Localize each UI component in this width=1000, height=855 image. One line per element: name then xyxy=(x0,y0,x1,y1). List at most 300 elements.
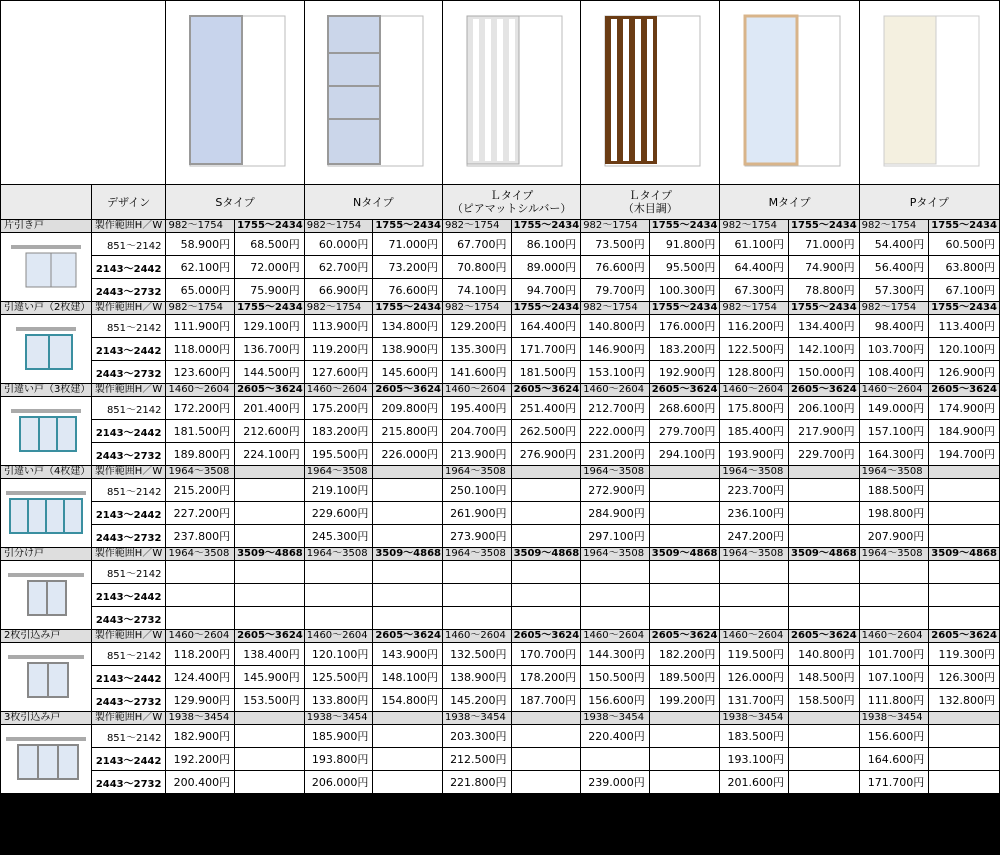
width-range-1: 982～1754 xyxy=(304,302,373,315)
width-range-2: 3509～4868 xyxy=(235,548,305,561)
price-cell: 125.500円 xyxy=(304,666,373,689)
price-cell: 193.800円 xyxy=(304,748,373,771)
price-cell xyxy=(373,771,443,794)
price-cell: 76.600円 xyxy=(581,256,650,279)
price-cell xyxy=(789,479,860,502)
width-range-2: 1755～2434 xyxy=(649,302,720,315)
price-cell xyxy=(373,561,443,584)
price-row xyxy=(1,443,1000,466)
price-cell xyxy=(720,584,789,607)
price-cell: 122.500円 xyxy=(720,338,789,361)
price-cell: 73.500円 xyxy=(581,233,650,256)
price-cell: 123.600円 xyxy=(166,361,235,384)
price-cell: 164.300円 xyxy=(859,443,929,466)
price-cell: 195.500円 xyxy=(304,443,373,466)
price-cell: 140.800円 xyxy=(581,315,650,338)
price-cell xyxy=(511,725,581,748)
price-cell xyxy=(373,725,443,748)
price-cell xyxy=(304,607,373,630)
price-row xyxy=(1,561,1000,584)
price-cell: 57.300円 xyxy=(859,279,929,302)
price-cell: 140.800円 xyxy=(789,643,860,666)
width-range-1: 1964～3508 xyxy=(720,548,789,561)
width-range-1: 1460～2604 xyxy=(166,630,235,643)
height-range: 2443～2732 xyxy=(91,771,166,794)
type-header-0 xyxy=(166,185,304,220)
width-range-1: 1964～3508 xyxy=(442,548,511,561)
price-cell: 227.200円 xyxy=(166,502,235,525)
price-cell: 138.900円 xyxy=(442,666,511,689)
price-cell: 131.700円 xyxy=(720,689,789,712)
price-cell xyxy=(649,584,720,607)
door-image-p-type xyxy=(859,1,999,185)
price-cell: 132.800円 xyxy=(929,689,1000,712)
price-cell: 129.200円 xyxy=(442,315,511,338)
price-cell xyxy=(649,561,720,584)
width-range-1: 982～1754 xyxy=(166,220,235,233)
height-range: 851～2142 xyxy=(91,561,166,584)
header-blank xyxy=(1,185,92,220)
price-cell: 237.800円 xyxy=(166,525,235,548)
price-cell xyxy=(929,748,1000,771)
width-range-1: 1460～2604 xyxy=(859,630,929,643)
width-range-1: 1460～2604 xyxy=(304,384,373,397)
price-cell xyxy=(929,584,1000,607)
price-cell xyxy=(581,561,650,584)
price-cell: 200.400円 xyxy=(166,771,235,794)
price-cell: 224.100円 xyxy=(235,443,305,466)
price-cell: 58.900円 xyxy=(166,233,235,256)
width-range-1: 1938～3454 xyxy=(720,712,789,725)
price-cell: 150.000円 xyxy=(789,361,860,384)
door-image-s-type xyxy=(166,1,304,185)
price-cell xyxy=(649,725,720,748)
width-range-2: 1755～2434 xyxy=(511,220,581,233)
price-cell: 250.100円 xyxy=(442,479,511,502)
price-row xyxy=(1,525,1000,548)
price-cell: 136.700円 xyxy=(235,338,305,361)
price-cell xyxy=(929,479,1000,502)
price-cell: 184.900円 xyxy=(929,420,1000,443)
price-cell: 164.600円 xyxy=(859,748,929,771)
door-diagram-icon xyxy=(6,569,86,619)
price-cell: 118.000円 xyxy=(166,338,235,361)
price-cell xyxy=(581,607,650,630)
price-cell xyxy=(789,525,860,548)
section-header-row xyxy=(1,548,1000,561)
type-label: Sタイプ xyxy=(215,195,255,209)
price-cell xyxy=(649,502,720,525)
price-cell: 60.000円 xyxy=(304,233,373,256)
price-cell: 182.900円 xyxy=(166,725,235,748)
price-cell: 164.400円 xyxy=(511,315,581,338)
width-range-2 xyxy=(235,712,305,725)
price-cell xyxy=(649,479,720,502)
height-range: 2443～2732 xyxy=(91,525,166,548)
price-cell xyxy=(649,771,720,794)
width-range-2: 1755～2434 xyxy=(929,220,1000,233)
price-cell: 70.800円 xyxy=(442,256,511,279)
width-range-1: 982～1754 xyxy=(859,220,929,233)
width-range-2: 1755～2434 xyxy=(649,220,720,233)
price-cell: 297.100円 xyxy=(581,525,650,548)
width-range-1: 1460～2604 xyxy=(720,384,789,397)
height-range: 2143～2442 xyxy=(91,748,166,771)
price-cell: 187.700円 xyxy=(511,689,581,712)
price-cell xyxy=(720,607,789,630)
price-cell xyxy=(929,525,1000,548)
price-cell: 199.200円 xyxy=(649,689,720,712)
price-cell: 95.500円 xyxy=(649,256,720,279)
price-cell: 144.300円 xyxy=(581,643,650,666)
range-label: 製作範囲H／W xyxy=(91,630,166,643)
price-cell xyxy=(235,771,305,794)
section-name: 3枚引込み戸 xyxy=(1,712,92,725)
door-diagram-icon xyxy=(6,241,86,291)
price-row xyxy=(1,420,1000,443)
price-cell xyxy=(789,584,860,607)
price-cell xyxy=(166,607,235,630)
price-cell: 185.400円 xyxy=(720,420,789,443)
price-cell: 142.100円 xyxy=(789,338,860,361)
price-cell xyxy=(304,561,373,584)
door-diagram-icon xyxy=(4,733,88,783)
section-header-row xyxy=(1,630,1000,643)
price-cell: 192.900円 xyxy=(649,361,720,384)
price-cell xyxy=(789,502,860,525)
price-cell: 158.500円 xyxy=(789,689,860,712)
type-header-4 xyxy=(720,185,859,220)
price-cell xyxy=(859,584,929,607)
width-range-1: 1964～3508 xyxy=(720,466,789,479)
price-cell: 145.200円 xyxy=(442,689,511,712)
price-cell: 212.600円 xyxy=(235,420,305,443)
section-name: 引分け戸 xyxy=(1,548,92,561)
price-cell: 138.900円 xyxy=(373,338,443,361)
type-header-row xyxy=(1,185,1000,220)
width-range-2 xyxy=(373,466,443,479)
price-cell: 189.800円 xyxy=(166,443,235,466)
price-cell: 126.300円 xyxy=(929,666,1000,689)
door-image-l-type-wood xyxy=(581,1,720,185)
price-cell: 126.000円 xyxy=(720,666,789,689)
width-range-1: 982～1754 xyxy=(720,220,789,233)
width-range-1: 982～1754 xyxy=(166,302,235,315)
width-range-2: 1755～2434 xyxy=(789,220,860,233)
price-cell: 67.300円 xyxy=(720,279,789,302)
price-row xyxy=(1,584,1000,607)
width-range-1: 982～1754 xyxy=(442,302,511,315)
price-cell: 154.800円 xyxy=(373,689,443,712)
door-diagram-1 xyxy=(1,315,92,384)
width-range-1: 1964～3508 xyxy=(304,466,373,479)
price-cell: 134.400円 xyxy=(789,315,860,338)
price-row xyxy=(1,502,1000,525)
section-name: 引違い戸（3枚建） xyxy=(1,384,92,397)
section-header-row xyxy=(1,384,1000,397)
price-cell: 188.500円 xyxy=(859,479,929,502)
height-range: 2443～2732 xyxy=(91,361,166,384)
price-cell: 119.300円 xyxy=(929,643,1000,666)
price-cell: 67.700円 xyxy=(442,233,511,256)
width-range-1: 1964～3508 xyxy=(581,466,650,479)
price-cell: 78.800円 xyxy=(789,279,860,302)
width-range-1: 1964～3508 xyxy=(859,466,929,479)
width-range-2: 3509～4868 xyxy=(649,548,720,561)
width-range-2 xyxy=(373,712,443,725)
type-header-5 xyxy=(859,185,999,220)
price-cell: 94.700円 xyxy=(511,279,581,302)
price-row xyxy=(1,338,1000,361)
price-cell xyxy=(235,525,305,548)
price-cell xyxy=(511,607,581,630)
price-cell: 221.800円 xyxy=(442,771,511,794)
price-cell: 215.200円 xyxy=(166,479,235,502)
price-row xyxy=(1,233,1000,256)
price-cell: 103.700円 xyxy=(859,338,929,361)
width-range-2: 1755～2434 xyxy=(235,302,305,315)
width-range-2: 2605～3624 xyxy=(929,384,1000,397)
price-cell xyxy=(789,607,860,630)
width-range-1: 1938～3454 xyxy=(442,712,511,725)
price-cell xyxy=(720,561,789,584)
price-cell xyxy=(929,725,1000,748)
height-range: 2443～2732 xyxy=(91,443,166,466)
price-cell xyxy=(929,771,1000,794)
section-header-row xyxy=(1,302,1000,315)
price-cell: 212.500円 xyxy=(442,748,511,771)
price-cell: 204.700円 xyxy=(442,420,511,443)
door-diagram-icon xyxy=(6,651,86,701)
price-cell: 206.100円 xyxy=(789,397,860,420)
width-range-2: 2605～3624 xyxy=(373,630,443,643)
width-range-1: 1938～3454 xyxy=(581,712,650,725)
price-cell: 128.800円 xyxy=(720,361,789,384)
range-label: 製作範囲H／W xyxy=(91,548,166,561)
type-label: Nタイプ xyxy=(352,195,394,209)
price-cell: 91.800円 xyxy=(649,233,720,256)
price-cell: 213.900円 xyxy=(442,443,511,466)
price-cell: 62.700円 xyxy=(304,256,373,279)
price-cell: 156.600円 xyxy=(859,725,929,748)
type-label: Pタイプ xyxy=(909,195,949,209)
price-cell xyxy=(929,607,1000,630)
price-cell: 64.400円 xyxy=(720,256,789,279)
price-cell xyxy=(789,771,860,794)
price-cell xyxy=(442,584,511,607)
type-label: Ｌタイプ xyxy=(628,189,673,202)
width-range-1: 1964～3508 xyxy=(859,548,929,561)
width-range-1: 1938～3454 xyxy=(304,712,373,725)
width-range-2: 3509～4868 xyxy=(929,548,1000,561)
price-cell: 113.400円 xyxy=(929,315,1000,338)
type-header-3 xyxy=(581,185,720,220)
price-cell: 98.400円 xyxy=(859,315,929,338)
price-cell: 118.200円 xyxy=(166,643,235,666)
price-row xyxy=(1,279,1000,302)
price-cell: 129.900円 xyxy=(166,689,235,712)
price-cell xyxy=(789,561,860,584)
height-range: 851～2142 xyxy=(91,315,166,338)
price-row xyxy=(1,607,1000,630)
width-range-2: 1755～2434 xyxy=(373,220,443,233)
price-cell: 219.100円 xyxy=(304,479,373,502)
price-cell: 183.500円 xyxy=(720,725,789,748)
price-row xyxy=(1,361,1000,384)
price-cell: 79.700円 xyxy=(581,279,650,302)
price-cell: 149.000円 xyxy=(859,397,929,420)
price-cell: 223.700円 xyxy=(720,479,789,502)
price-cell: 68.500円 xyxy=(235,233,305,256)
width-range-1: 1460～2604 xyxy=(720,630,789,643)
price-cell: 71.000円 xyxy=(789,233,860,256)
price-cell xyxy=(511,561,581,584)
price-cell xyxy=(235,479,305,502)
range-label: 製作範囲H／W xyxy=(91,384,166,397)
range-label: 製作範囲H／W xyxy=(91,466,166,479)
price-cell: 262.500円 xyxy=(511,420,581,443)
price-row xyxy=(1,643,1000,666)
price-cell xyxy=(166,561,235,584)
price-cell: 107.100円 xyxy=(859,666,929,689)
price-cell: 171.700円 xyxy=(859,771,929,794)
width-range-1: 982～1754 xyxy=(581,302,650,315)
width-range-1: 982～1754 xyxy=(859,302,929,315)
width-range-2: 2605～3624 xyxy=(649,630,720,643)
price-cell xyxy=(373,479,443,502)
price-cell xyxy=(859,561,929,584)
price-cell: 61.100円 xyxy=(720,233,789,256)
width-range-2: 1755～2434 xyxy=(235,220,305,233)
width-range-1: 1964～3508 xyxy=(304,548,373,561)
width-range-2: 3509～4868 xyxy=(373,548,443,561)
type-label: Ｌタイプ xyxy=(489,189,534,202)
height-range: 2143～2442 xyxy=(91,256,166,279)
price-cell xyxy=(789,748,860,771)
price-cell: 251.400円 xyxy=(511,397,581,420)
width-range-2: 1755～2434 xyxy=(929,302,1000,315)
price-cell: 231.200円 xyxy=(581,443,650,466)
width-range-2 xyxy=(789,466,860,479)
height-range: 2143～2442 xyxy=(91,502,166,525)
height-range: 2143～2442 xyxy=(91,338,166,361)
price-cell: 71.000円 xyxy=(373,233,443,256)
price-cell: 193.900円 xyxy=(720,443,789,466)
price-cell: 108.400円 xyxy=(859,361,929,384)
price-cell: 236.100円 xyxy=(720,502,789,525)
price-cell: 273.900円 xyxy=(442,525,511,548)
price-cell xyxy=(373,502,443,525)
price-cell: 145.600円 xyxy=(373,361,443,384)
price-cell: 201.600円 xyxy=(720,771,789,794)
price-cell xyxy=(373,584,443,607)
price-cell xyxy=(511,525,581,548)
price-cell: 141.600円 xyxy=(442,361,511,384)
price-cell: 174.900円 xyxy=(929,397,1000,420)
price-cell: 135.300円 xyxy=(442,338,511,361)
price-cell: 116.200円 xyxy=(720,315,789,338)
price-cell: 119.500円 xyxy=(720,643,789,666)
width-range-1: 1460～2604 xyxy=(166,384,235,397)
door-diagram-6 xyxy=(1,725,92,794)
price-cell: 143.900円 xyxy=(373,643,443,666)
width-range-1: 1460～2604 xyxy=(442,630,511,643)
width-range-2: 3509～4868 xyxy=(789,548,860,561)
price-cell: 120.100円 xyxy=(304,643,373,666)
price-cell: 206.000円 xyxy=(304,771,373,794)
price-cell: 209.800円 xyxy=(373,397,443,420)
price-cell: 144.500円 xyxy=(235,361,305,384)
width-range-1: 1938～3454 xyxy=(166,712,235,725)
width-range-2: 3509～4868 xyxy=(511,548,581,561)
price-cell: 201.400円 xyxy=(235,397,305,420)
price-cell: 150.500円 xyxy=(581,666,650,689)
section-name: 片引き戸 xyxy=(1,220,92,233)
price-cell: 178.200円 xyxy=(511,666,581,689)
width-range-2: 2605～3624 xyxy=(929,630,1000,643)
price-cell xyxy=(649,607,720,630)
door-diagram-2 xyxy=(1,397,92,466)
price-cell: 172.200円 xyxy=(166,397,235,420)
price-cell: 207.900円 xyxy=(859,525,929,548)
price-cell: 175.200円 xyxy=(304,397,373,420)
price-cell xyxy=(581,584,650,607)
price-cell: 272.900円 xyxy=(581,479,650,502)
price-cell: 75.900円 xyxy=(235,279,305,302)
type-header-1 xyxy=(304,185,442,220)
price-cell: 101.700円 xyxy=(859,643,929,666)
width-range-2: 2605～3624 xyxy=(789,630,860,643)
door-diagram-0 xyxy=(1,233,92,302)
price-cell: 198.800円 xyxy=(859,502,929,525)
door-diagram-3 xyxy=(1,479,92,548)
width-range-2 xyxy=(235,466,305,479)
height-range: 851～2142 xyxy=(91,725,166,748)
price-cell: 72.000円 xyxy=(235,256,305,279)
price-cell: 73.200円 xyxy=(373,256,443,279)
price-cell: 132.500円 xyxy=(442,643,511,666)
price-cell: 229.600円 xyxy=(304,502,373,525)
price-cell: 181.500円 xyxy=(166,420,235,443)
width-range-2 xyxy=(789,712,860,725)
width-range-2 xyxy=(511,466,581,479)
width-range-1: 1460～2604 xyxy=(442,384,511,397)
width-range-2 xyxy=(649,466,720,479)
price-cell: 120.100円 xyxy=(929,338,1000,361)
price-cell: 226.000円 xyxy=(373,443,443,466)
price-cell: 74.900円 xyxy=(789,256,860,279)
section-header-row xyxy=(1,220,1000,233)
price-cell: 229.700円 xyxy=(789,443,860,466)
width-range-1: 982～1754 xyxy=(442,220,511,233)
height-range: 851～2142 xyxy=(91,643,166,666)
price-cell: 215.800円 xyxy=(373,420,443,443)
price-cell: 212.700円 xyxy=(581,397,650,420)
price-cell: 111.800円 xyxy=(859,689,929,712)
price-cell: 119.200円 xyxy=(304,338,373,361)
price-cell: 129.100円 xyxy=(235,315,305,338)
price-cell xyxy=(511,748,581,771)
height-range: 2443～2732 xyxy=(91,279,166,302)
width-range-2: 2605～3624 xyxy=(235,384,305,397)
price-cell: 176.000円 xyxy=(649,315,720,338)
price-cell: 74.100円 xyxy=(442,279,511,302)
width-range-1: 1964～3508 xyxy=(166,466,235,479)
width-range-1: 1964～3508 xyxy=(166,548,235,561)
width-range-1: 1460～2604 xyxy=(304,630,373,643)
price-cell: 170.700円 xyxy=(511,643,581,666)
price-cell: 185.900円 xyxy=(304,725,373,748)
